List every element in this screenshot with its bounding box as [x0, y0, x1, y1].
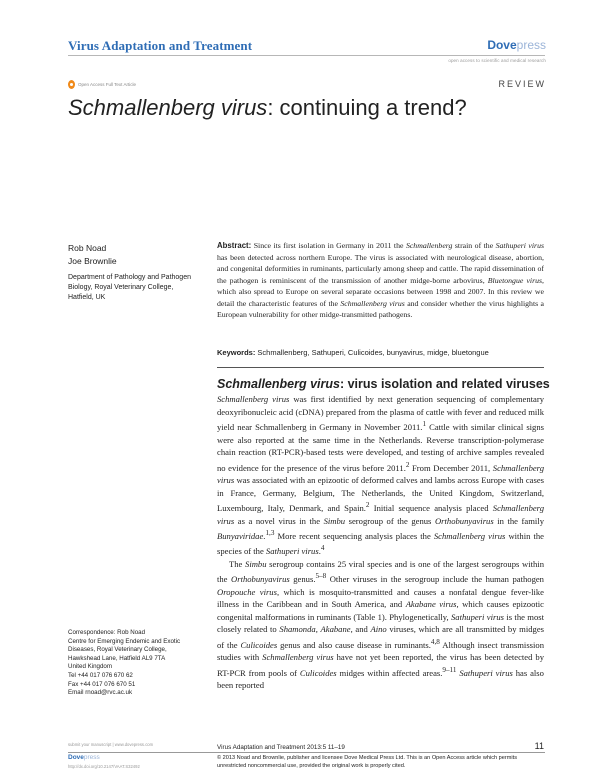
italic-text: Culicoides	[240, 639, 278, 650]
abstract-italic: Schmallenberg virus	[340, 298, 405, 308]
correspondence-line: Diseases, Royal Veterinary College,	[68, 646, 167, 654]
page-number: 11	[534, 741, 544, 751]
footer-publisher-logo[interactable]	[68, 754, 100, 761]
text: , and	[350, 624, 371, 635]
text: From December 2011,	[409, 462, 493, 473]
italic-text: Simbu	[323, 515, 346, 526]
section-heading-italic: Schmallenberg virus	[217, 377, 340, 391]
open-access-badge[interactable]	[68, 80, 136, 89]
footer-press: press	[83, 754, 100, 761]
section-heading-rest: : virus isolation and related viruses	[339, 377, 550, 391]
body-text	[217, 393, 544, 692]
article-type: REVIEW	[498, 79, 546, 89]
abstract-text: , which also spread to Europe on several separate occasions between 1998 and 2007. In this review we detail the characteristic features of the	[217, 275, 544, 308]
author-name[interactable]: Rob Noad	[68, 243, 107, 253]
text: Other viruses in the serogroup include the human pathogen	[326, 574, 544, 585]
title-italic: Schmallenberg virus	[68, 95, 268, 120]
keywords-text: Schmallenberg, Sathuperi, Culicoides, bunyavirus, midge, bluetongue	[255, 348, 489, 357]
abstract-italic: Bluetongue virus	[487, 275, 543, 285]
author-list	[68, 242, 117, 268]
copyright-notice: © 2013 Noad and Brownlie, publisher and licensee Dove Medical Press Ltd. This is an Open Access article which permits unrestricted noncommercial use, provided the original work is properly cited.	[217, 755, 518, 769]
text: , which is mosquito-transmitted and causes a nonfatal dengue fever-like illness in the Caribbean and in South America, and	[217, 586, 544, 610]
header-rule	[68, 55, 545, 56]
text: as a novel virus in the	[234, 515, 324, 526]
text: genus and also cause disease in ruminants.	[277, 639, 431, 650]
italic-text: Simbu	[245, 558, 267, 569]
text: was first identified by next generation sequencing of complementary deoxyribonucleic acid (cDNA) prepared from the plasma of cattle with fever and reduced milk yield near Schmallenberg in Germany in November 2011.	[217, 394, 544, 432]
footer-rule	[68, 752, 545, 753]
title-rest: : continuing a trend?	[267, 95, 467, 120]
italic-text: Bunyaviridae	[217, 530, 264, 541]
reference-link[interactable]: 4	[320, 544, 325, 553]
italic-text: Schmallenberg virus	[217, 462, 544, 485]
italic-text: Orthobunyavirus	[231, 574, 290, 585]
keywords-rule	[217, 367, 544, 368]
text: is the most closely related to	[217, 611, 545, 635]
abstract-italic: Sathuperi virus	[495, 241, 545, 250]
correspondence-line: Tel +44 017 076 670 62	[68, 671, 133, 679]
open-access-lock-icon	[68, 80, 75, 89]
italic-text: Akabane	[320, 624, 351, 635]
paragraph	[217, 393, 544, 558]
footer-dove: Dove	[68, 754, 84, 761]
abstract-text: strain of the	[452, 241, 496, 250]
abstract-italic: Schmallenberg	[405, 241, 453, 250]
italic-text: Schmallenberg virus	[433, 530, 506, 541]
affiliation: Department of Pathology and Pathogen Biology, Royal Veterinary College, Hatfield, UK	[68, 274, 191, 301]
text: .	[263, 530, 266, 541]
italic-text: Sathuperi virus	[451, 611, 504, 622]
italic-text: Orthobunyavirus	[434, 515, 494, 526]
text: More recent sequencing analysis places the	[274, 530, 434, 541]
abstract	[217, 240, 544, 321]
citation: Virus Adaptation and Treatment 2013:5 11–19	[217, 744, 345, 751]
text: .	[318, 546, 321, 557]
text: Initial sequence analysis placed	[369, 502, 493, 513]
article-title	[68, 95, 467, 121]
text: ,	[315, 624, 321, 635]
keywords	[217, 348, 544, 357]
publisher-logo[interactable]	[487, 38, 546, 52]
reference-link[interactable]: 2	[365, 501, 370, 510]
section-heading	[217, 377, 550, 391]
reference-link[interactable]: 1	[422, 420, 427, 429]
text: Although insect transmission studies with	[217, 639, 544, 663]
italic-text: Oropouche virus	[217, 586, 277, 597]
text: viruses, which are all transmitted by midges of the	[217, 624, 544, 650]
text: The	[229, 558, 246, 569]
italic-text: Akabane virus	[405, 599, 457, 610]
abstract-text: Since its first isolation in Germany in 2011 the	[251, 241, 406, 250]
keywords-label: Keywords:	[217, 348, 256, 357]
italic-text: Schmallenberg virus	[262, 652, 334, 663]
publisher-press: press	[516, 38, 546, 52]
correspondence-line: United Kingdom	[68, 663, 113, 671]
reference-link[interactable]: 4,8	[430, 638, 440, 646]
author-name[interactable]: Joe Brownlie	[68, 256, 117, 266]
text: Cattle with similar clinical signs were also reported at the same time in the Netherlands. Reverse transcription-polymerase chain reaction (RT-PCR)-based tests were developed, and testing of archive samples revealed no evidence for the presence of the virus before 2011.	[217, 421, 544, 473]
text: serogroup contains 25 viral species and is one of the largest serogroups within the	[217, 558, 544, 585]
correspondence-line: Correspondence: Rob Noad	[68, 629, 146, 636]
text: midges within affected areas.	[336, 667, 443, 678]
reference-link[interactable]: 1,3	[265, 529, 275, 538]
correspondence-email[interactable]: Email rnoad@rvc.ac.uk	[68, 689, 133, 697]
correspondence-line: Hawkshead Lane, Hatfield AL9 7TA	[68, 654, 166, 662]
text: have not yet been reported, the virus has been detected by RT-PCR from pools of	[217, 652, 544, 678]
text: genus.	[289, 574, 316, 585]
correspondence-line: Centre for Emerging Endemic and Exotic	[68, 637, 181, 645]
text: in the family	[493, 515, 544, 526]
journal-title: Virus Adaptation and Treatment	[68, 38, 253, 53]
italic-text: Culicoides	[299, 667, 337, 678]
reference-link[interactable]: 9–11	[442, 665, 457, 674]
italic-text: Shamonda	[279, 624, 316, 635]
submit-manuscript-link[interactable]: submit your manuscript | www.dovepress.com	[68, 742, 154, 747]
abstract-text: and consider whether the virus highlights a European vulnerability for other midge-transmitted pathogens.	[217, 298, 544, 319]
reference-link[interactable]: 2	[405, 460, 410, 469]
italic-text: Sathuperi virus	[265, 546, 319, 557]
publisher-tagline: open access to scientific and medical research	[448, 58, 546, 63]
italic-text: Aino	[370, 624, 387, 635]
text: within the species of the	[217, 530, 544, 557]
text: was associated with an epizootic of deformed calves and lambs across Europe with cases in France, Germany, Belgium, The Netherlands, the United Kingdom, Switzerland, Luxembourg, Italy, Denmark, and Spain.	[217, 475, 544, 513]
publisher-dove: Dove	[487, 38, 517, 52]
correspondence-line: Fax +44 017 076 670 51	[68, 680, 136, 688]
abstract-text: has been detected across northern Europe. The virus is associated with neurological disease, abortion, and congenital deformities in ruminants, particularly among sheep and cattle. The rapid dissemination of the pathogen is reminiscent of the transmission of another midge-borne arbovirus,	[217, 252, 544, 285]
abstract-label: Abstract:	[217, 241, 252, 250]
text: serogroup of the genus	[345, 515, 435, 526]
correspondence-block	[68, 629, 208, 698]
doi-link[interactable]: http://dx.doi.org/10.2147/VAAT.S32492	[68, 764, 140, 769]
reference-link[interactable]: 5–8	[315, 572, 327, 581]
italic-text: Schmallenberg virus	[217, 502, 544, 526]
italic-text: Sathuperi virus	[459, 667, 513, 678]
open-access-label: Open Access Full Text Article	[78, 82, 136, 87]
text: , which causes epizootic congenital malformations in ruminants (Table 1). Phylogenetically,	[217, 599, 544, 622]
text: has also been reported	[217, 667, 544, 691]
paragraph	[217, 558, 544, 692]
italic-text: Schmallenberg virus	[217, 394, 290, 404]
